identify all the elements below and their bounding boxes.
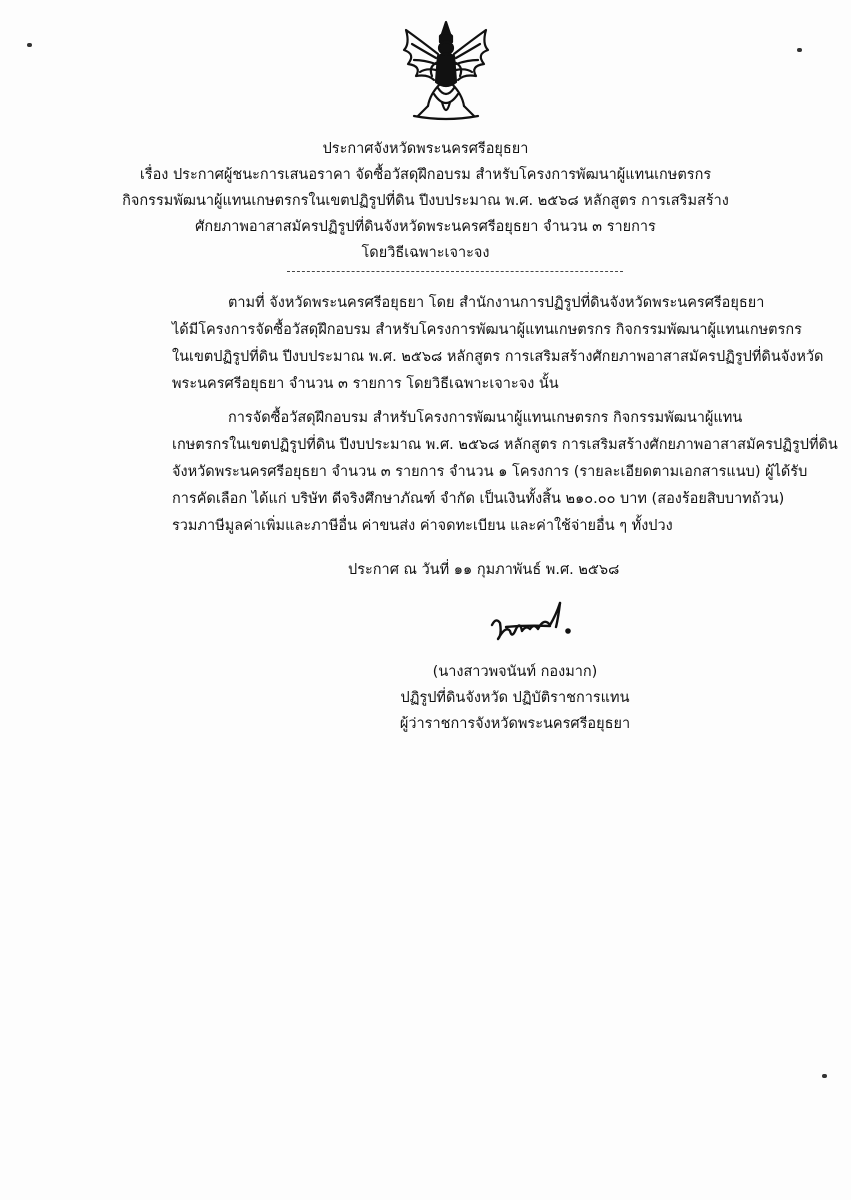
scan-speck <box>822 1074 827 1078</box>
paragraph-line: เกษตรกรในเขตปฏิรูปที่ดิน ปีงบประมาณ พ.ศ. ๒๕๖๘ หลักสูตร การเสริมสร้างศักยภาพอาสาสมัครปฏิรูปที่ดิน <box>172 437 838 453</box>
paragraph-line: การคัดเลือก ได้แก่ บริษัท ดีจริงศึกษาภัณฑ์ จำกัด เป็นเงินทั้งสิ้น ๒๑๐.๐๐ บาท (สองร้อยสิบบาทถ้วน) <box>172 491 785 507</box>
announcement-date: ประกาศ ณ วันที่ ๑๑ กุมภาพันธ์ พ.ศ. ๒๕๖๘ <box>348 562 620 578</box>
dashed-divider <box>287 271 623 272</box>
handwritten-signature-icon <box>486 595 578 647</box>
subject-line: โดยวิธีเฉพาะเจาะจง <box>361 245 490 261</box>
subject-line: กิจกรรมพัฒนาผู้แทนเกษตรกรในเขตปฏิรูปที่ดิน ปีงบประมาณ พ.ศ. ๒๕๖๘ หลักสูตร การเสริมสร้าง <box>122 193 729 209</box>
announcement-title: ประกาศจังหวัดพระนครศรีอยุธยา <box>322 141 529 157</box>
body-paragraph-1 <box>172 290 824 398</box>
scan-speck <box>797 48 802 52</box>
paragraph-line: ได้มีโครงการจัดซื้อวัสดุฝึกอบรม สำหรับโครงการพัฒนาผู้แทนเกษตรกร กิจกรรมพัฒนาผู้แทนเกษตรกร <box>172 322 802 338</box>
signer-position: ปฏิรูปที่ดินจังหวัด ปฏิบัติราชการแทน <box>400 690 630 706</box>
signer-block <box>360 659 670 737</box>
scan-speck <box>27 43 32 47</box>
paragraph-line: รวมภาษีมูลค่าเพิ่มและภาษีอื่น ค่าขนส่ง ค่าจดทะเบียน และค่าใช้จ่ายอื่น ๆ ทั้งปวง <box>172 518 673 534</box>
garuda-emblem-icon <box>398 20 494 122</box>
signer-position: ผู้ว่าราชการจังหวัดพระนครศรีอยุธยา <box>399 716 631 732</box>
paragraph-line: การจัดซื้อวัสดุฝึกอบรม สำหรับโครงการพัฒนาผู้แทนเกษตรกร กิจกรรมพัฒนาผู้แทน <box>228 410 743 426</box>
paragraph-line: พระนครศรีอยุธยา จำนวน ๓ รายการ โดยวิธีเฉพาะเจาะจง นั้น <box>172 376 559 392</box>
subject-line: เรื่อง ประกาศผู้ชนะการเสนอราคา จัดซื้อวัสดุฝึกอบรม สำหรับโครงการพัฒนาผู้แทนเกษตรกร <box>139 167 712 183</box>
paragraph-line: จังหวัดพระนครศรีอยุธยา จำนวน ๓ รายการ จำนวน ๑ โครงการ (รายละเอียดตามเอกสารแนบ) ผู้ได้รับ <box>172 464 808 480</box>
subject-line: ศักยภาพอาสาสมัครปฏิรูปที่ดินจังหวัดพระนครศรีอยุธยา จำนวน ๓ รายการ <box>195 219 656 235</box>
signer-name: (นางสาวพจนันท์ กองมาก) <box>432 664 598 680</box>
paragraph-line: ตามที่ จังหวัดพระนครศรีอยุธยา โดย สำนักงานการปฏิรูปที่ดินจังหวัดพระนครศรีอยุธยา <box>228 295 765 311</box>
paragraph-line: ในเขตปฏิรูปที่ดิน ปีงบประมาณ พ.ศ. ๒๕๖๘ หลักสูตร การเสริมสร้างศักยภาพอาสาสมัครปฏิรูปที่ดินจังหวัด <box>172 349 824 365</box>
announcement-heading <box>0 136 851 266</box>
body-paragraph-2 <box>172 405 838 540</box>
